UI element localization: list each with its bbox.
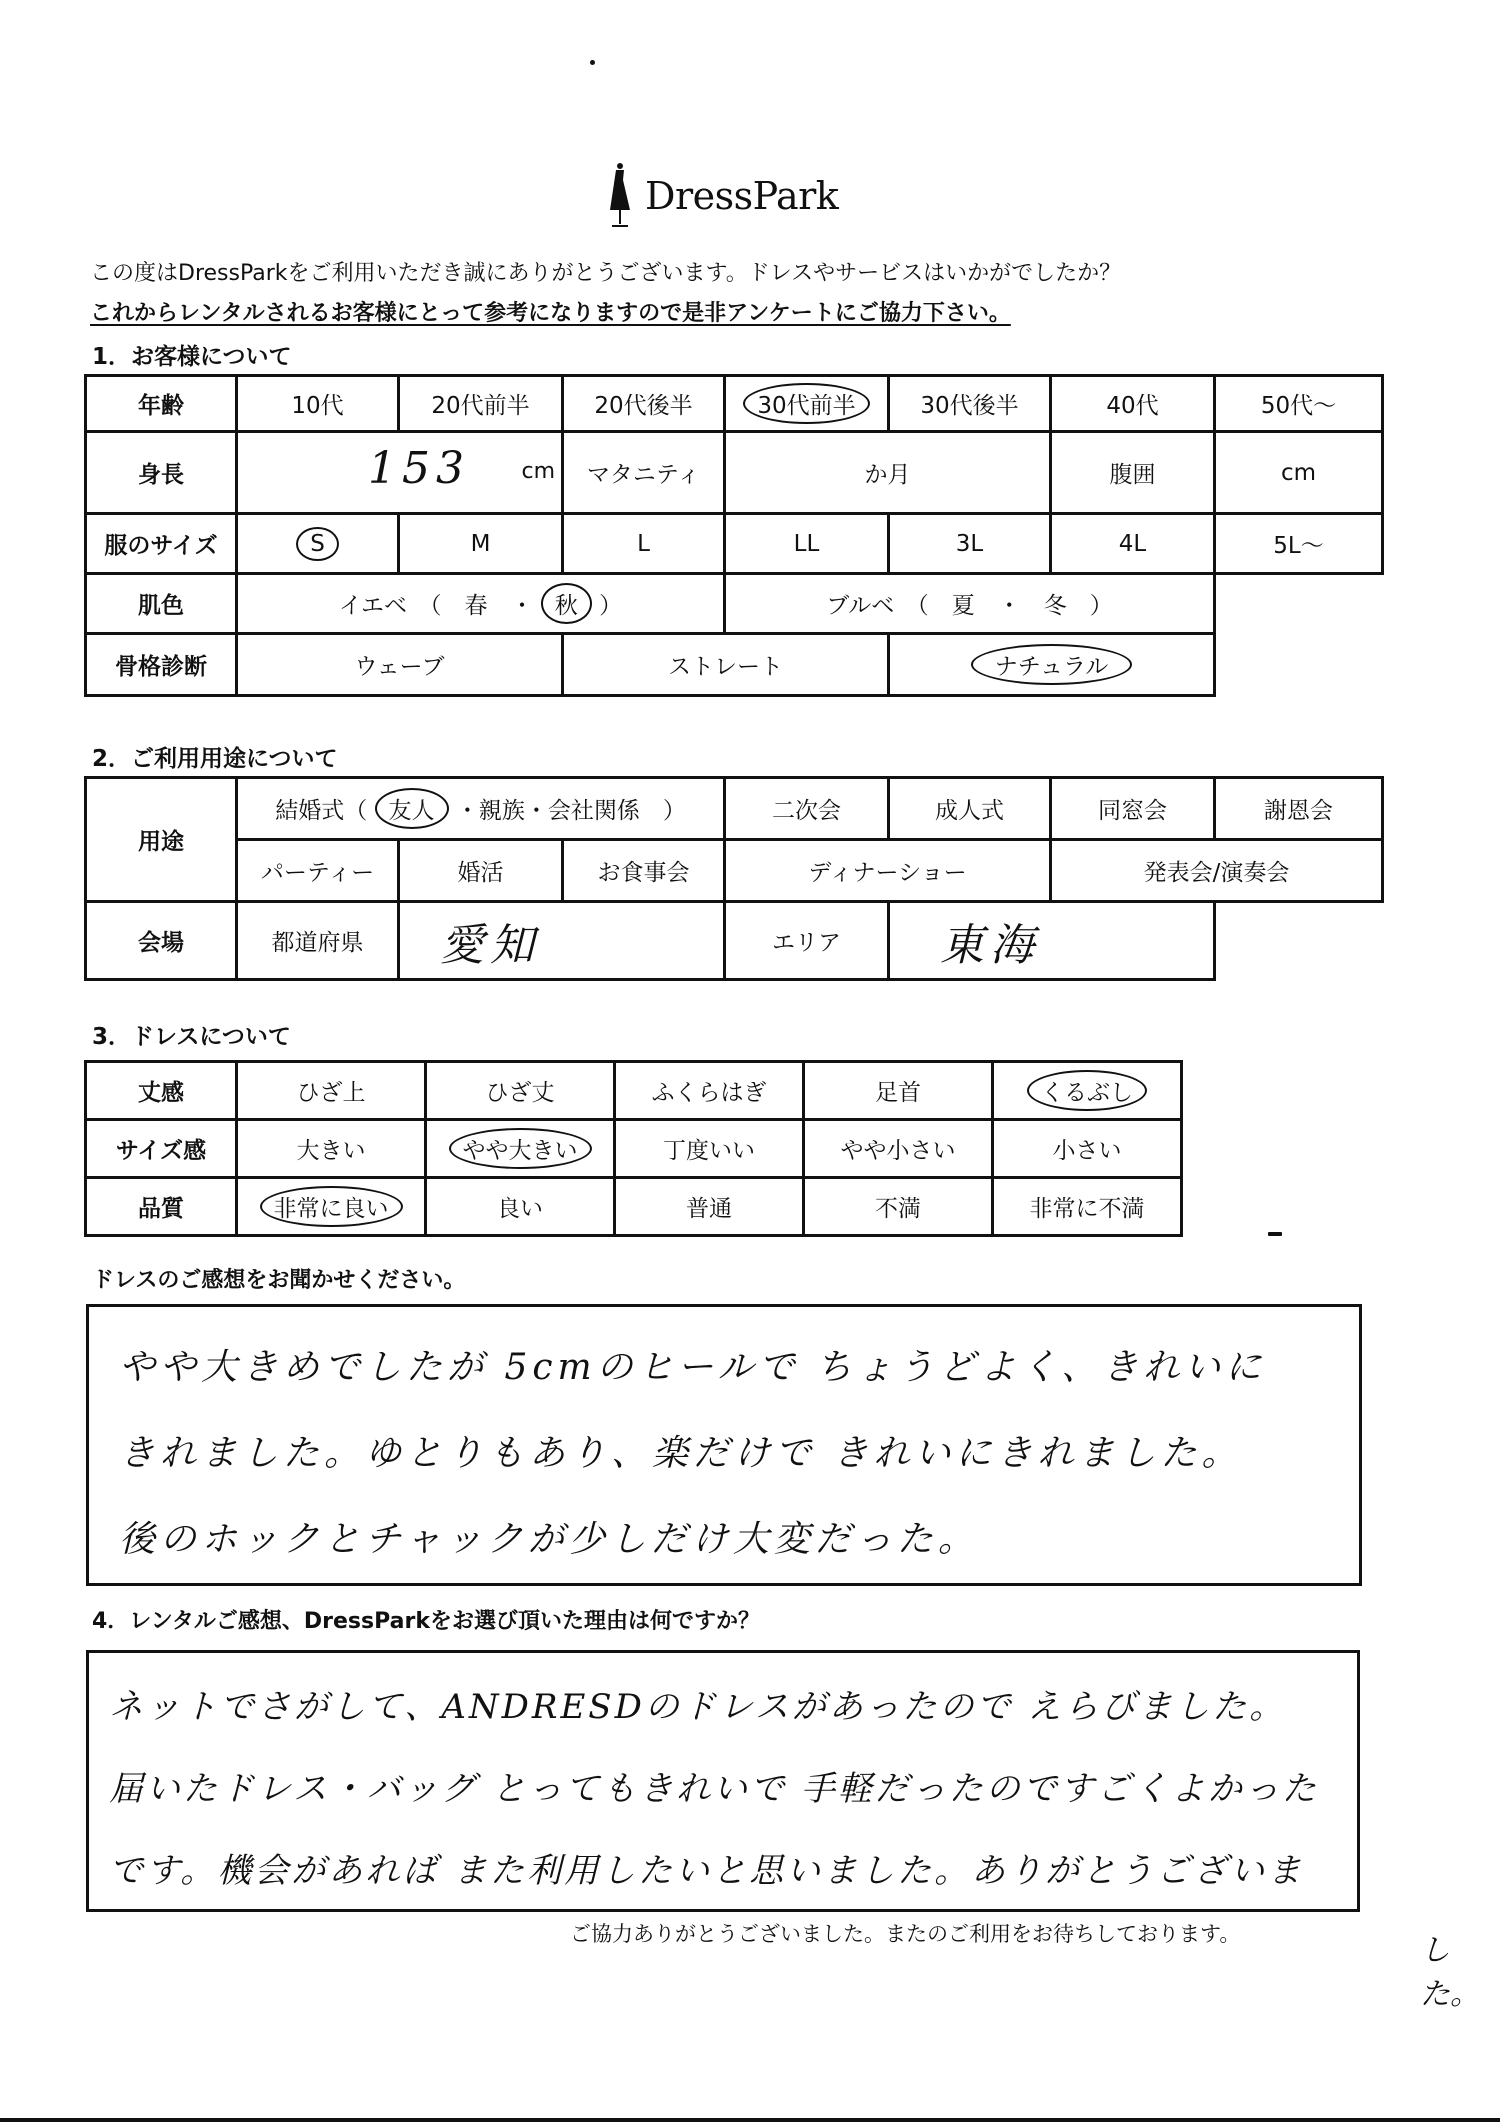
size-option[interactable]: LL [725, 514, 889, 574]
age-option[interactable]: 30代後半 [889, 376, 1051, 432]
speck [590, 60, 595, 65]
dress-comment-box[interactable] [86, 1304, 1362, 1586]
prefecture-value: 愛知 [440, 919, 540, 971]
quality-option[interactable]: 普通 [615, 1178, 804, 1236]
size-option[interactable]: M [399, 514, 563, 574]
dress-table [84, 1060, 1183, 1237]
selection-circle: S [296, 527, 339, 561]
quality-option-selected[interactable] [237, 1178, 426, 1236]
usage-option[interactable]: お食事会 [563, 840, 725, 902]
selection-circle: くるぶし [1027, 1070, 1147, 1111]
waist-field[interactable] [1215, 432, 1383, 514]
intro-line-2: これからレンタルされるお客様にとって参考になりますので是非アンケートにご協力下さい。 [90, 301, 1011, 326]
area-value: 東海 [940, 919, 1040, 971]
footer-thanks: ご協力ありがとうございました。またのご利用をお待ちしております。 [570, 1922, 1241, 1946]
wedding-rest: ・親族・会社関係 ） [455, 798, 686, 824]
selection-circle: 30代前半 [743, 383, 869, 424]
usage-option[interactable]: 二次会 [725, 778, 889, 840]
brand-name: DressPark [645, 174, 839, 218]
venue-row [86, 902, 1383, 980]
area-field[interactable] [889, 902, 1215, 980]
age-row [86, 376, 1383, 432]
wedding-prefix: 結婚式（ [275, 798, 368, 824]
size-row [86, 514, 1383, 574]
length-option[interactable]: ふくらはぎ [615, 1062, 804, 1120]
section-2-title: 2．ご利用用途について [92, 746, 338, 772]
yellow-base-close: ） [599, 593, 623, 619]
size-option[interactable]: 5L〜 [1215, 514, 1383, 574]
fit-option-selected[interactable] [426, 1120, 615, 1178]
waist-unit: cm [1280, 459, 1317, 486]
maternity-label: マタニティ [563, 432, 725, 514]
size-option[interactable]: 3L [889, 514, 1051, 574]
height-label: 身長 [86, 432, 237, 514]
fit-option[interactable]: 大きい [237, 1120, 426, 1178]
yellow-base-option[interactable] [237, 574, 725, 634]
comment-tail: した。 [1420, 1933, 1480, 2012]
dress-icon [600, 160, 640, 230]
age-option[interactable]: 40代 [1051, 376, 1215, 432]
skeleton-option[interactable]: ストレート [563, 634, 889, 696]
length-option[interactable]: ひざ丈 [426, 1062, 615, 1120]
skeleton-option-selected[interactable] [889, 634, 1215, 696]
skeleton-label: 骨格診断 [86, 634, 237, 696]
age-label: 年齢 [86, 376, 237, 432]
blue-base-option[interactable]: ブルベ （ 夏 ・ 冬 ） [725, 574, 1215, 634]
fit-option[interactable]: やや小さい [804, 1120, 993, 1178]
selection-circle: 秋 [541, 583, 592, 624]
dress-comment-prompt: ドレスのご感想をお聞かせください。 [92, 1268, 466, 1293]
skeleton-row [86, 634, 1383, 696]
size-label: 服のサイズ [86, 514, 237, 574]
fit-option[interactable]: 小さい [993, 1120, 1182, 1178]
age-option[interactable]: 50代〜 [1215, 376, 1383, 432]
height-value: 153 [368, 443, 470, 494]
maternity-unit: か月 [864, 462, 911, 488]
height-row [86, 432, 1383, 514]
selection-circle: やや大きい [449, 1128, 592, 1169]
rental-comment-box[interactable] [86, 1650, 1360, 1912]
selection-circle: 非常に良い [260, 1186, 403, 1227]
usage-option[interactable]: 婚活 [399, 840, 563, 902]
intro-line-1: この度はDressParkをご利用いただき誠にありがとうございます。ドレスやサービスはいかがでしたか？ [90, 261, 1122, 286]
prefecture-field[interactable] [399, 902, 725, 980]
length-option[interactable]: ひざ上 [237, 1062, 426, 1120]
height-unit: cm [521, 459, 555, 484]
customer-table [84, 374, 1384, 697]
fit-option[interactable]: 丁度いい [615, 1120, 804, 1178]
age-option-selected[interactable] [725, 376, 889, 432]
comment-line: です。機会があれば また利用したいと思いました。ありがとうございま [109, 1851, 1305, 1891]
quality-option[interactable]: 不満 [804, 1178, 993, 1236]
area-label: エリア [725, 902, 889, 980]
usage-option[interactable]: 発表会/演奏会 [1051, 840, 1383, 902]
age-option[interactable]: 20代前半 [399, 376, 563, 432]
size-option[interactable]: L [563, 514, 725, 574]
comment-line: やや大きめでしたが 5cmのヒールで ちょうどよく、きれいに [119, 1347, 1267, 1388]
usage-table [84, 776, 1384, 981]
fit-row [86, 1120, 1182, 1178]
comment-line: 後のホックとチャックが少しだけ大変だった。 [119, 1519, 979, 1560]
speck [1268, 1232, 1282, 1236]
fit-label: サイズ感 [86, 1120, 237, 1178]
age-option[interactable]: 20代後半 [563, 376, 725, 432]
usage-option[interactable]: 成人式 [889, 778, 1051, 840]
skeleton-option[interactable]: ウェーブ [237, 634, 563, 696]
scan-edge-line [0, 2118, 1500, 2122]
purpose-label: 用途 [86, 778, 237, 902]
brand-logo [600, 160, 900, 230]
skin-row [86, 574, 1383, 634]
quality-row [86, 1178, 1182, 1236]
comment-line: ネットでさがして、ANDRESDのドレスがあったので えらびました。 [109, 1687, 1287, 1727]
usage-row-1 [86, 778, 1383, 840]
comment-line: 届いたドレス・バッグ とってもきれいで 手軽だったのですごくよかった [109, 1769, 1319, 1809]
yellow-base-text: イエベ （ 春 ・ [338, 593, 534, 619]
size-option[interactable]: 4L [1051, 514, 1215, 574]
venue-label: 会場 [86, 902, 237, 980]
length-row [86, 1062, 1182, 1120]
quality-label: 品質 [86, 1178, 237, 1236]
usage-row-2 [86, 840, 1383, 902]
usage-option[interactable]: 謝恩会 [1215, 778, 1383, 840]
empty-cell [1215, 634, 1383, 696]
comment-line: きれました。ゆとりもあり、楽だけで きれいにきれました。 [119, 1433, 1243, 1474]
selection-circle: 友人 [375, 788, 449, 829]
length-option[interactable]: 足首 [804, 1062, 993, 1120]
selection-circle: ナチュラル [971, 644, 1133, 685]
quality-option[interactable]: 良い [426, 1178, 615, 1236]
skin-label: 肌色 [86, 574, 237, 634]
waist-label: 腹囲 [1051, 432, 1215, 514]
age-option[interactable]: 10代 [237, 376, 399, 432]
usage-option[interactable]: 同窓会 [1051, 778, 1215, 840]
size-option-selected[interactable] [237, 514, 399, 574]
prefecture-label: 都道府県 [237, 902, 399, 980]
quality-option[interactable]: 非常に不満 [993, 1178, 1182, 1236]
length-option-selected[interactable] [993, 1062, 1182, 1120]
usage-option[interactable]: パーティー [237, 840, 399, 902]
empty-cell [1215, 902, 1383, 980]
section-3-title: 3．ドレスについて [92, 1024, 291, 1050]
section-4-title: 4．レンタルご感想、DressParkをお選び頂いた理由は何ですか？ [92, 1609, 760, 1634]
length-label: 丈感 [86, 1062, 237, 1120]
usage-option[interactable]: ディナーショー [725, 840, 1051, 902]
empty-cell [1215, 574, 1383, 634]
maternity-field[interactable] [725, 432, 1051, 514]
section-1-title: 1．お客様について [92, 344, 292, 370]
height-field[interactable] [237, 432, 563, 514]
wedding-option[interactable] [237, 778, 725, 840]
